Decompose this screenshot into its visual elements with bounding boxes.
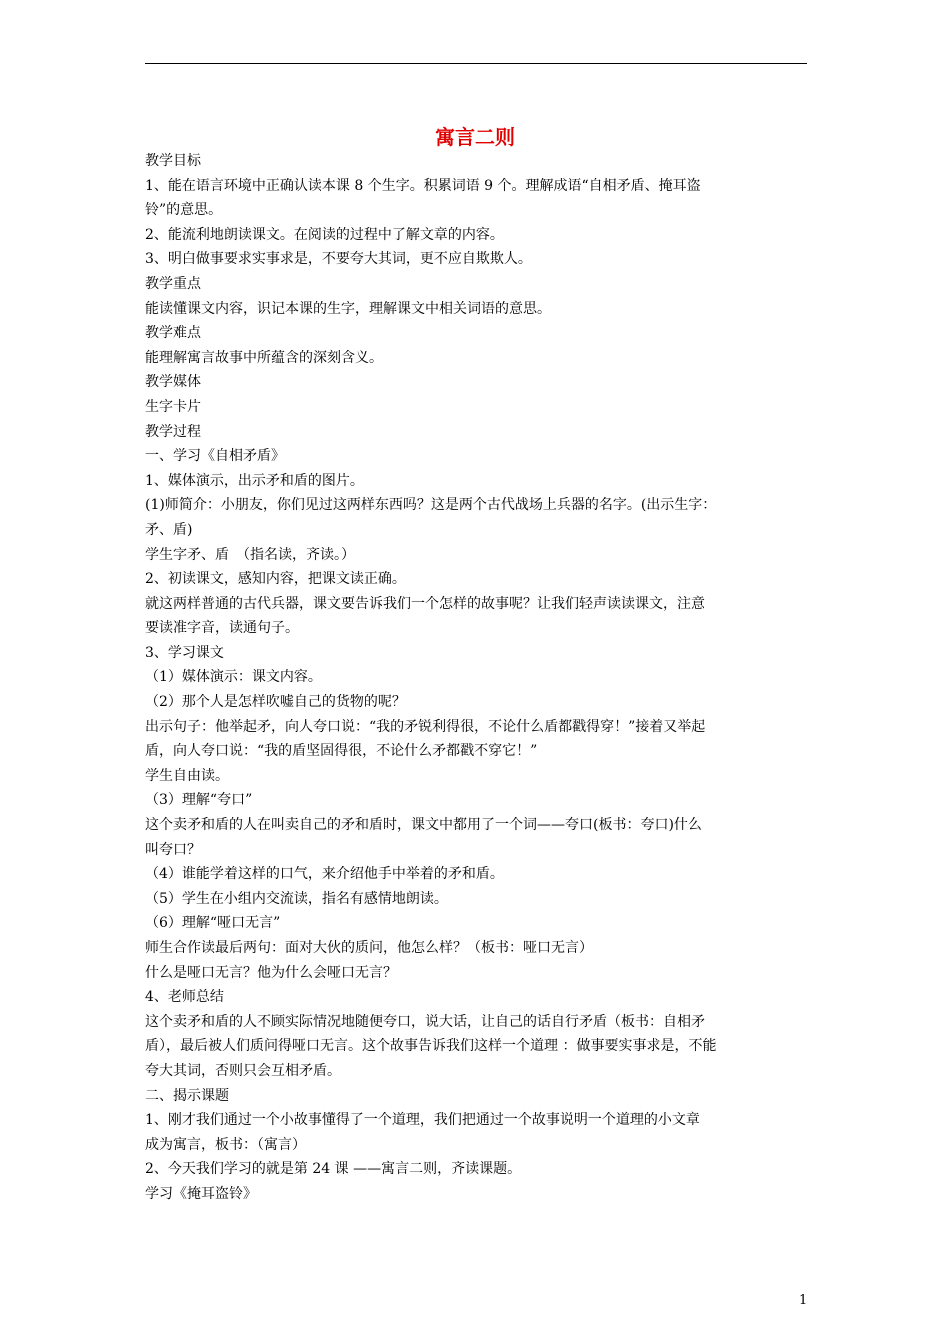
text-line: （3）理解“夸口” — [145, 792, 253, 809]
text-line: 4、老师总结 — [145, 989, 224, 1006]
text-line: （2）那个人是怎样吹嘘自己的货物的呢？ — [145, 694, 406, 711]
text-line: 学生字矛、盾 （指名读，齐读。） — [145, 546, 355, 563]
text-line: 要读准字音，读通句子。 — [145, 620, 299, 637]
text-line: 3、学习课文 — [145, 644, 224, 661]
text-line: 出示句子：他举起矛，向人夸口说：“我的矛锐利得很，不论什么盾都戳得穿！”接着又举起 — [145, 718, 706, 735]
text-line: 能读懂课文内容，识记本课的生字，理解课文中相关词语的意思。 — [145, 300, 551, 317]
text-line: (1)师简介：小朋友，你们见过这两样东西吗？这是两个古代战场上兵器的名字。(出示生字： — [145, 497, 717, 514]
text-line: （5）学生在小组内交流读，指名有感情地朗读。 — [145, 890, 448, 907]
text-line: 3、明白做事要求实事求是，不要夸大其词，更不应自欺欺人。 — [145, 251, 532, 268]
text-line: 盾，向人夸口说：“我的盾坚固得很，不论什么矛都戳不穿它！” — [145, 743, 538, 760]
text-line: 夸大其词，否则只会互相矛盾。 — [145, 1062, 341, 1079]
text-line: （4）谁能学着这样的口气，来介绍他手中举着的矛和盾。 — [145, 866, 504, 883]
text-line: 生字卡片 — [145, 398, 201, 415]
text-line: 成为寓言，板书：（寓言） — [145, 1136, 306, 1153]
text-line: 2、能流利地朗读课文。在阅读的过程中了解文章的内容。 — [145, 226, 504, 243]
text-line: （6）理解“哑口无言” — [145, 915, 281, 932]
text-line: 教学过程 — [145, 423, 201, 440]
text-line: 教学目标 — [145, 153, 201, 169]
text-line: 学生自由读。 — [145, 767, 229, 784]
text-line: 二、揭示课题 — [145, 1087, 229, 1104]
text-line: 1、能在语言环境中正确认读本课 8 个生字。积累词语 9 个。理解成语“自相矛盾、掩耳盗 — [145, 177, 701, 194]
text-line: 盾），最后被人们质问得哑口无言。这个故事告诉我们这样一个道理 ：做事要实事求是，不能 — [145, 1038, 717, 1055]
text-line: 教学媒体 — [145, 374, 201, 391]
text-line: 教学难点 — [145, 325, 201, 342]
text-line: 这个卖矛和盾的人在叫卖自己的矛和盾时，课文中都用了一个词——夸口(板书：夸口)什么 — [145, 817, 702, 834]
header-rule — [145, 63, 807, 64]
text-line: 2、初读课文，感知内容，把课文读正确。 — [145, 571, 406, 588]
page-title: 寓言二则 — [435, 125, 515, 149]
text-line: 这个卖矛和盾的人不顾实际情况地随便夸口，说大话，让自己的话自行矛盾（板书：自相矛 — [145, 1013, 705, 1030]
text-line: 师生合作读最后两句：面对大伙的质问，他怎么样？（板书：哑口无言） — [145, 940, 593, 956]
document-body — [145, 149, 815, 1207]
text-line: 能理解寓言故事中所蕴含的深刻含义。 — [145, 349, 383, 366]
text-line: 2、今天我们学习的就是第 24 课 ——寓言二则，齐读课题。 — [145, 1161, 522, 1178]
text-line: 学习《掩耳盗铃》 — [145, 1185, 257, 1202]
text-line: 1、媒体演示，出示矛和盾的图片。 — [145, 472, 364, 489]
text-line: 铃”的意思。 — [145, 202, 223, 219]
text-line: 就这两样普通的古代兵器，课文要告诉我们一个怎样的故事呢？让我们轻声读读课文，注意 — [145, 595, 705, 612]
page-number: 1 — [799, 1293, 808, 1308]
text-line: 教学重点 — [145, 275, 201, 292]
text-line: 什么是哑口无言？他为什么会哑口无言？ — [145, 964, 397, 981]
text-line: 1、刚才我们通过一个小故事懂得了一个道理，我们把通过一个故事说明一个道理的小文章 — [145, 1112, 700, 1129]
text-line: （1）媒体演示：课文内容。 — [145, 669, 322, 686]
text-line: 叫夸口？ — [145, 841, 201, 858]
text-line: 一、学习《自相矛盾》 — [145, 448, 285, 465]
text-line: 矛、盾) — [145, 521, 193, 538]
